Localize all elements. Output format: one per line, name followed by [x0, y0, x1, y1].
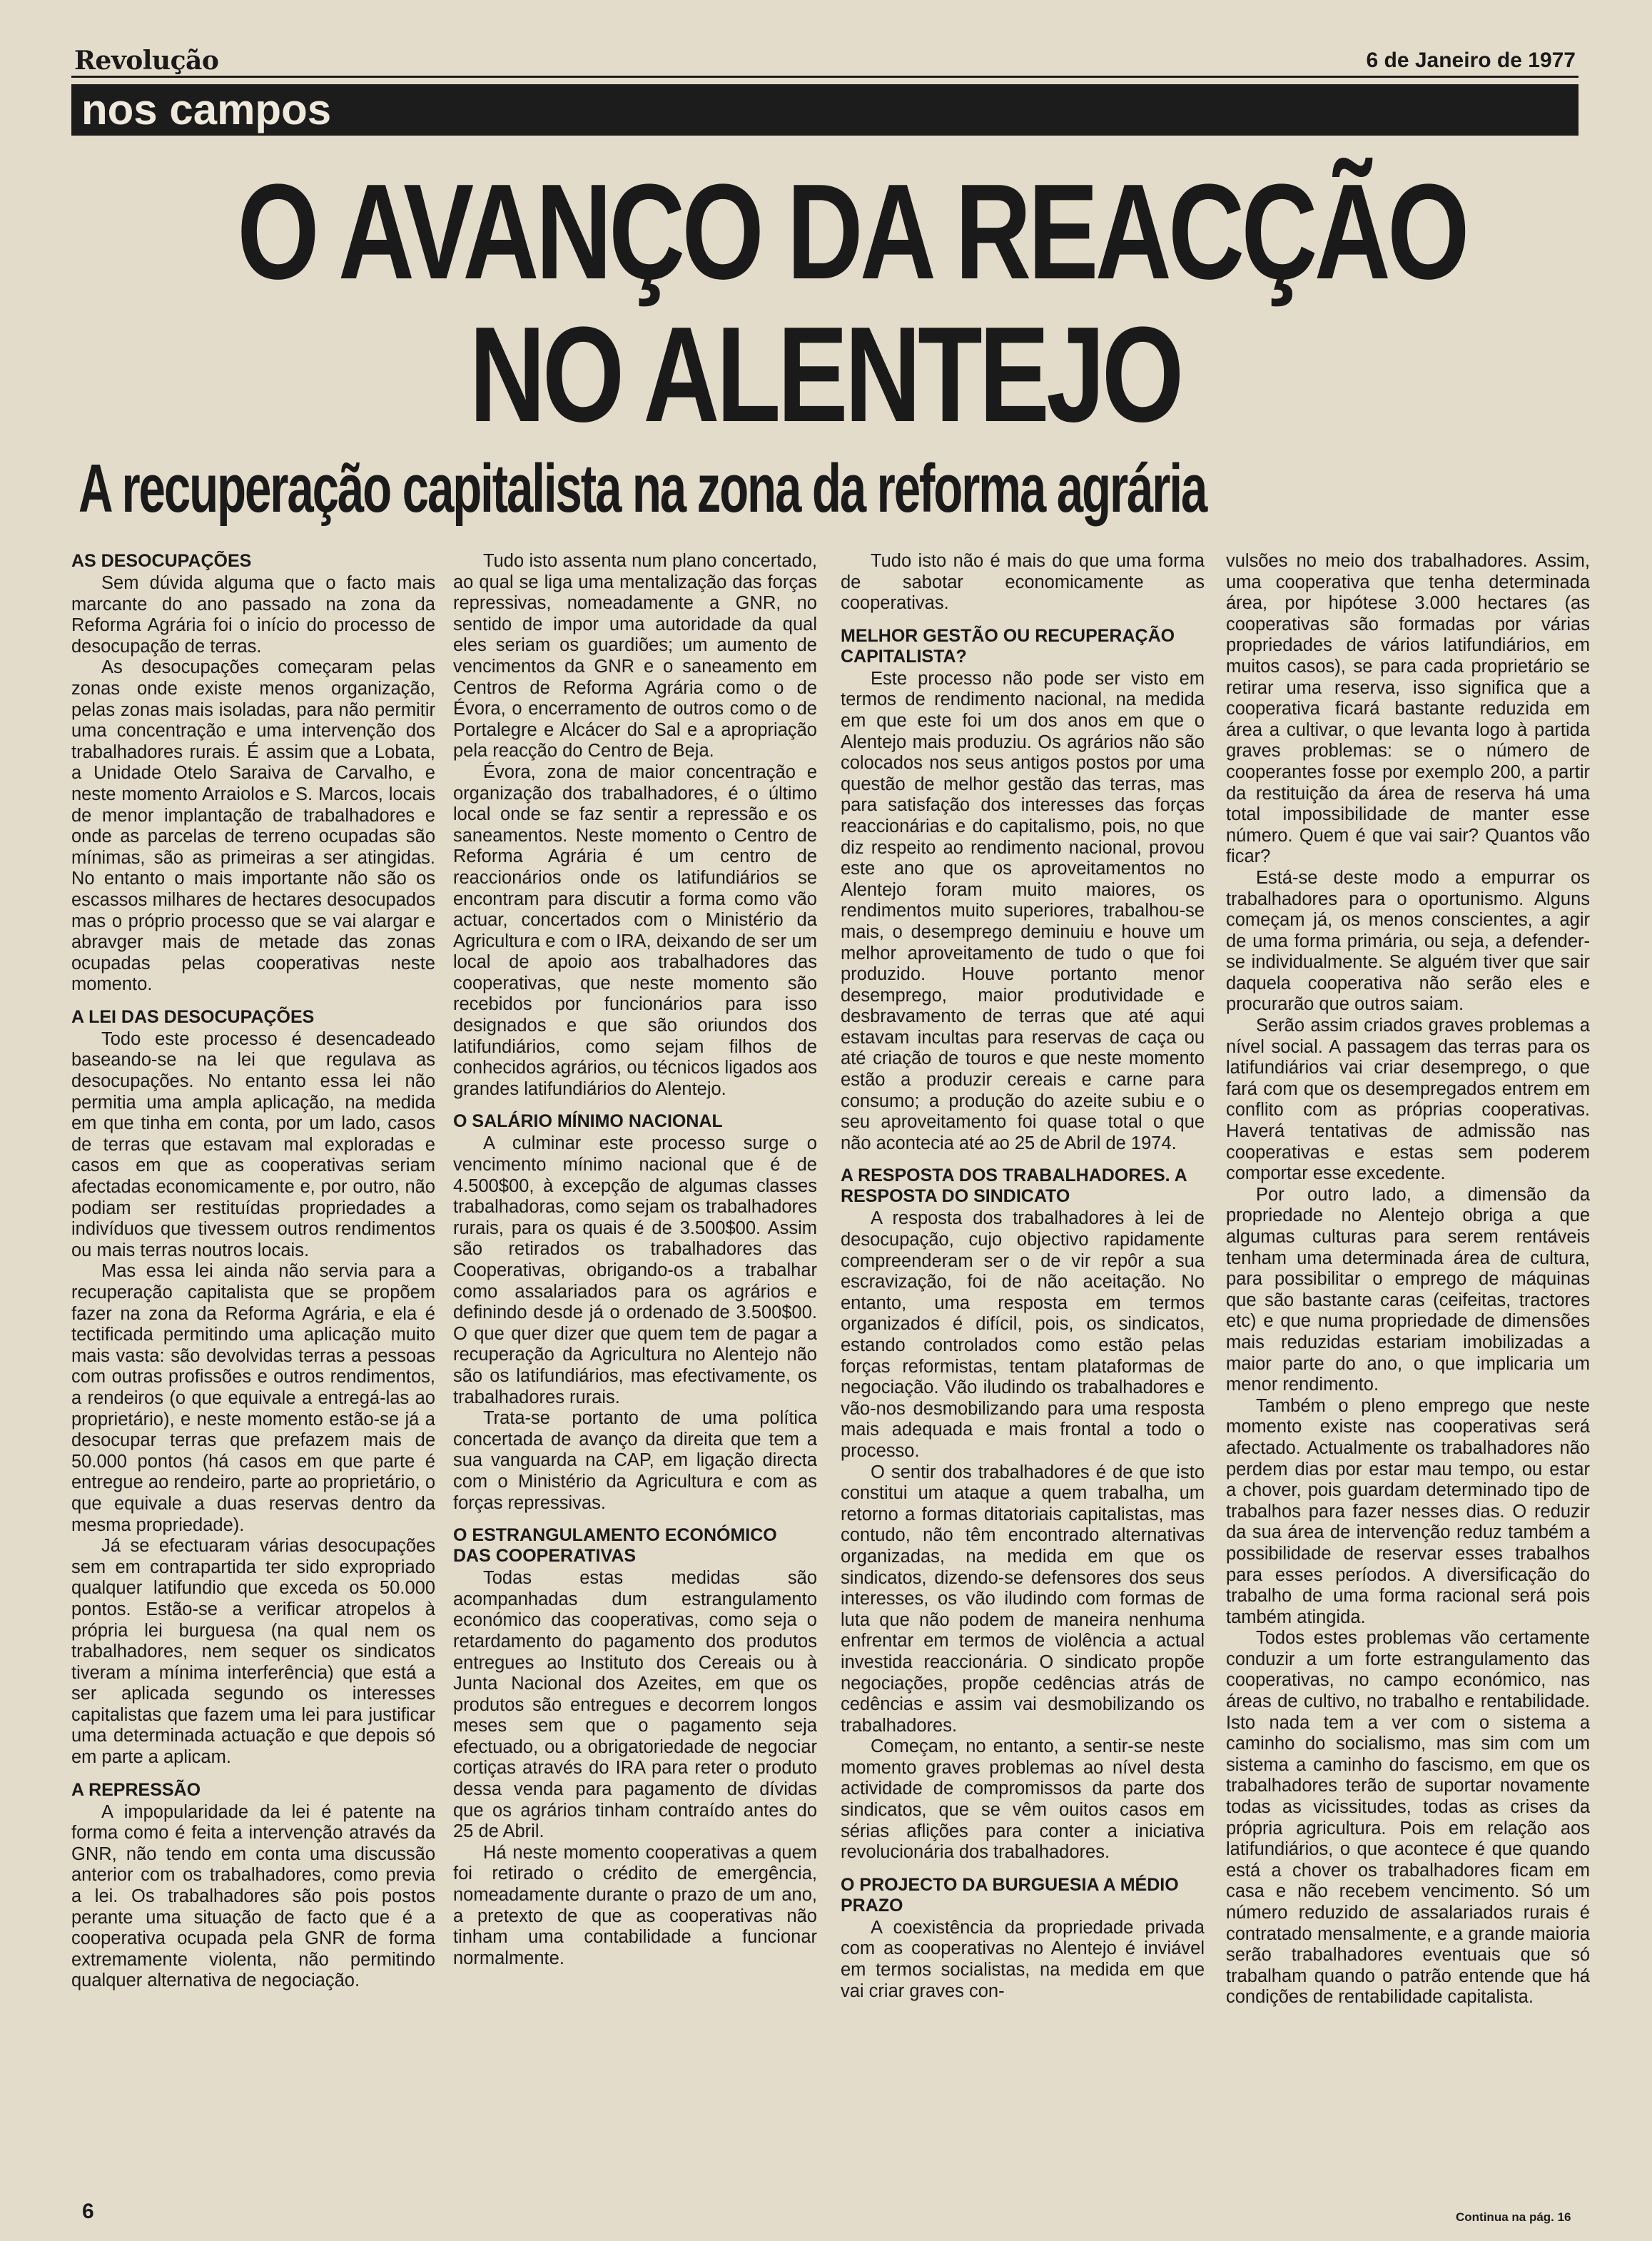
- article-column-3: [841, 551, 1205, 2200]
- section-label: nos campos: [81, 86, 332, 133]
- paragraph: Tudo isto assenta num plano concertado, ao qual se liga uma mentalização das forças repressivas, nomeadamente a GNR, no sentido de impor uma autoridade da qual eles seriam os guardiões; um aumento de vencimentos da GNR e o saneamento em Centros de Reforma Agrária como o de Évora, o encerramento de outros como o de Portalegre e Alcácer do Sal e a apropriação pela reacção do Centro de Beja.: [453, 551, 817, 762]
- paragraph: Por outro lado, a dimensão da propriedade no Alentejo obriga a que algumas culturas para serem rentáveis tenham uma determinada área de cultura, para possibilitar o emprego de máquinas que são bastante caras (ceifeitas, tractores etc) e que numa propriedade de dimensões mais reduzidas estariam imobilizadas a maior parte do ano, o que implicaria um menor rendimento.: [1226, 1184, 1590, 1395]
- section-heading: O SALÁRIO MÍNIMO NACIONAL: [453, 1111, 723, 1132]
- paragraph: A resposta dos trabalhadores à lei de desocupação, cujo objectivo rapidamente compreenderam ser o de vir repôr a sua escravização, foi de não aceitação. No entanto, uma resposta em termos organizados é difícil, pois, os sindicatos, estando controlados como estão pelas forças reformistas, tentam plataformas de negociação. Vão iludindo os trabalhadores e vão-nos desmobilizando para uma resposta mais adequada e mais frontal a todo o processo.: [841, 1208, 1205, 1461]
- paragraph: Todo este processo é desencadeado baseando-se na lei que regulava as desocupações. No entanto essa lei não permitia uma ampla aplicação, na medida em que tinha em conta, por um lado, casos de terras que estavam mal exploradas e casos em que as cooperativas seriam afectadas economicamente e, por outro, não podiam ser restituídas propriedades a indivíduos que tivessem outros rendimentos ou mais terras noutros locais.: [71, 1028, 435, 1260]
- paragraph: Já se efectuaram várias desocupações sem em contrapartida ter sido expropriado qualquer latifundio que exceda os 50.000 pontos. Estão-se a verificar atropelos à própria lei burguesa (na qual nem os trabalhadores, nem sequer os sindicatos tiveram a mínima interferência) que está a ser aplicada segundo os interesses capitalistas que fazem uma lei para justificar uma determinada actuação e que depois só em parte a aplicam.: [71, 1536, 435, 1768]
- article-column-4: [1226, 551, 1590, 2200]
- paragraph: Tudo isto não é mais do que uma forma de sabotar economicamente as cooperativas.: [841, 551, 1205, 614]
- subheadline: A recuperação capitalista na zona da reforma agrária: [78, 450, 1207, 527]
- paragraph: Évora, zona de maior concentração e organização dos trabalhadores, é o último local onde se faz sentir a repressão e os saneamentos. Neste momento o Centro de Reforma Agrária é um centro de reaccionários onde os latifundiários se encontram para discutir a forma como vão actuar, concertados com o Ministério da Agricultura e com o IRA, deixando de ser um local de apoio aos trabalhadores das cooperativas, que neste momento são recebidos por funcionários para isso designados e que são oriundos dos latifundiários, como sejam filhos de conhecidos agrários, ou técnicos ligados aos grandes latifundiários do Alentejo.: [453, 762, 817, 1099]
- issue-date: 6 de Janeiro de 1977: [1366, 49, 1576, 72]
- paragraph: Trata-se portanto de uma política concertada de avanço da direita que tem a sua vanguarda na CAP, em ligação directa com o Ministério da Agricultura e com as forças repressivas.: [453, 1408, 817, 1513]
- paragraph: Serão assim criados graves problemas a nível social. A passagem das terras para os latifundiários vai criar desemprego, o que fará com que os desempregados entrem em conflito com as próprias cooperativas. Haverá tentativas de admissão nas cooperativas e estas sem poderem comportar esse excedente.: [1226, 1016, 1590, 1184]
- paragraph: Sem dúvida alguma que o facto mais marcante do ano passado na zona da Reforma Agrária foi o início do processo de desocupação de terras.: [71, 573, 435, 657]
- headline-line-2: NO ALENTEJO: [469, 299, 1181, 450]
- masthead: [71, 43, 1578, 78]
- article-column-2: [453, 551, 817, 2200]
- paragraph: Há neste momento cooperativas a quem foi retirado o crédito de emergência, nomeadamente durante o prazo de um ano, a pretexto de que as cooperativas não tinham uma contabilidade a funcionar normalmente.: [453, 1842, 817, 1968]
- paragraph: Todas estas medidas são acompanhadas dum estrangulamento económico das cooperativas, como seja o retardamento do pagamento dos produtos entregues ao Instituto dos Cereais ou à Junta Nacional dos Azeites, em que os produtos são entregues e decorrem longos meses sem que o pagamento seja efectuado, ou a obrigatoriedade de negociar cortiças através do IRA para reter o produto dessa venda para pagamento de dívidas que os agrários tinham contraído antes do 25 de Abril.: [453, 1568, 817, 1842]
- section-heading: MELHOR GESTÃO OU RECUPERAÇÃO CAPITALISTA?: [841, 625, 1175, 667]
- paragraph: Está-se deste modo a empurrar os trabalhadores para o oportunismo. Alguns começam já, os menos conscientes, a agir de uma forma primária, ou seja, a defender-se individualmente. Se alguém tiver que sair daquela cooperativa não serão eles e procurarão que outros saiam.: [1226, 867, 1590, 1015]
- paragraph: Mas essa lei ainda não servia para a recuperação capitalista que se propõem fazer na zona da Reforma Agrária, e ela é tectificada permitindo uma aplicação muito mais vasta: são devolvidas terras a pessoas com outras profissões e outros rendimentos, a rendeiros (o que equivale a entregá-las ao proprietário), e neste momento estão-se já a desocupar terras que prefazem mais de 50.000 pontos (há casos em que parte é entregue ao rendeiro, parte ao proprietário, o que equivale a duas reservas dentro da mesma propriedade).: [71, 1261, 435, 1535]
- headline-line-1: O AVANÇO DA REACÇÃO: [237, 156, 1466, 308]
- paragraph: A coexistência da propriedade privada com as cooperativas no Alentejo é inviável em termos socialistas, na medida em que vai criar graves con-: [841, 1917, 1205, 2001]
- paragraph: Este processo não pode ser visto em termos de rendimento nacional, na medida em que este foi um dos anos em que o Alentejo mais produziu. Os agrários não são colocados nos seus antigos postos por uma questão de melhor gestão das terras, mas para satisfação dos interesses das forças reaccionárias e do capitalismo, pois, no que diz respeito ao rendimento nacional, provou este ano que os aproveitamentos no Alentejo foram muito maiores, os rendimentos muito superiores, trabalhou-se mais, o desemprego deminuiu e houve um melhor aproveitamento de tudo o que foi produzido. Houve portanto menor desemprego, maior produtividade e desbravamento de terras que até aqui estavam incultas para reservas de caça ou até criação de touros e que neste momento estão a produzir cereais e carne para consumo; a produção do azeite subiu e o seu aproveitamento foi quase total o que não acontecia até ao 25 de Abril de 1974.: [841, 668, 1205, 1153]
- headline: [237, 156, 1466, 450]
- section-heading: A REPRESSÃO: [71, 1779, 201, 1800]
- continued-note: Continua na pág. 16: [1456, 2210, 1571, 2224]
- section-heading: AS DESOCUPAÇÕES: [71, 551, 252, 571]
- article-column-1: [71, 551, 435, 2200]
- section-band: [71, 84, 1578, 136]
- page-number: 6: [82, 2200, 94, 2223]
- paragraph: A impopularidade da lei é patente na forma como é feita a intervenção através da GNR, não tendo em conta uma discussão anterior com os trabalhadores, como previa a lei. Os trabalhadores são pois postos perante uma situação de facto que é a cooperativa ocupada pela GNR de forma extremamente violenta, não permitindo qualquer alternativa de negociação.: [71, 1801, 435, 1991]
- paragraph: As desocupações começaram pelas zonas onde existe menos organização, pelas zonas mais isoladas, para não permitir uma concentração e uma intervenção dos trabalhadores rurais. É assim que a Lobata, a Unidade Otelo Saraiva de Carvalho, e neste momento Arraiolos e S. Marcos, locais de menor implantação de trabalhadores e onde as parcelas de terreno ocupadas são mínimas, são as primeiras a ser atingidas. No entanto o mais importante não são os escassos milhares de hectares desocupados mas o próprio processo que se vai alargar e abravger mais de metade das zonas ocupadas pelas cooperativas neste momento.: [71, 657, 435, 995]
- paragraph: Também o pleno emprego que neste momento existe nas cooperativas será afectado. Actualmente os trabalhadores não perdem dias por estar mau tempo, ou estar a chover, pois guardam determinado tipo de trabalhos para fazer nesses dias. O reduzir da sua área de intervenção reduz também a possibilidade de reservar esses trabalhos para esses períodos. A diversificação do trabalho de uma forma racional será pois também atingida.: [1226, 1395, 1590, 1627]
- paragraph: O sentir dos trabalhadores é de que isto constitui um ataque a quem trabalha, um retorno a formas ditatoriais capitalistas, mas contudo, não têm encontrado alternativas organizadas, na medida em que os sindicatos, dizendo-se defensores dos seus interesses, os vão iludindo com formas de luta que não podem de maneira nenhuma enfrentar em termos de violência a actual investida reaccionária. O sindicato propõe negociações, propõe cedências atrás de cedências e assim vai desmobilizando os trabalhadores.: [841, 1462, 1205, 1736]
- paragraph: Todos estes problemas vão certamente conduzir a um forte estrangulamento das cooperativas, no campo económico, nas áreas de cultivo, no trabalho e rentabilidade. Isto nada tem a ver com o sistema a caminho do socialismo, mas sim com um sistema a caminho do fascismo, em que os trabalhadores terão de suportar novamente todas as vicissitudes, todas as crises da própria agricultura. Pois em relação aos latifundiários, o que acontece é que quando está a chover os trabalhadores ficam em casa e não recebem vencimento. Só um número reduzido de assalariados rurais é contratado mensalmente, e a grande maioria serão trabalhadores eventuais que só trabalham quando o patrão entende que há condições de rentabilidade capitalista.: [1226, 1628, 1590, 2008]
- section-heading: A LEI DAS DESOCUPAÇÕES: [71, 1006, 315, 1027]
- paragraph: vulsões no meio dos trabalhadores. Assim, uma cooperativa que tenha determinada área, por hipótese 3.000 hectares (as cooperativas são formadas por várias propriedades de vários latifundiários, em muitos casos), se para cada proprietário se retirar uma reserva, isso significa que a cooperativa ficará bastante reduzida em área a cultivar, o que levanta logo à partida graves problemas: se o número de cooperantes fosse por exemplo 200, a partir da restituição da área de reserva há uma total impossibilidade de manter esse número. Quem é que vai sair? Quantos vão ficar?: [1226, 551, 1590, 867]
- section-heading: O PROJECTO DA BURGUESIA A MÉDIO PRAZO: [841, 1874, 1179, 1916]
- newspaper-name: Revolução: [74, 46, 219, 76]
- paragraph: A culminar este processo surge o vencimento mínimo nacional que é de 4.500$00, à excepção de algumas classes trabalhadoras, como sejam os trabalhadores rurais, para os quais é de 3.500$00. Assim são retirados os trabalhadores das Cooperativas, obrigando-os a trabalhar como assalariados para os agrários e definindo desde já o ordenado de 3.500$00. O que quer dizer que quem tem de pagar a recuperação da Agricultura no Alentejo não são os latifundiários, mas efectivamente, os trabalhadores rurais.: [453, 1133, 817, 1407]
- section-heading: A RESPOSTA DOS TRABALHADORES. A RESPOSTA DO SINDICATO: [841, 1165, 1187, 1207]
- section-heading: O ESTRANGULAMENTO ECONÓMICO DAS COOPERATIVAS: [453, 1525, 777, 1567]
- paragraph: Começam, no entanto, a sentir-se neste momento graves problemas ao nível desta actividade de compromissos da parte dos sindicatos, que se vêm ouitos casos em sérias aflições para conter a iniciativa revolucionária dos trabalhadores.: [841, 1736, 1205, 1863]
